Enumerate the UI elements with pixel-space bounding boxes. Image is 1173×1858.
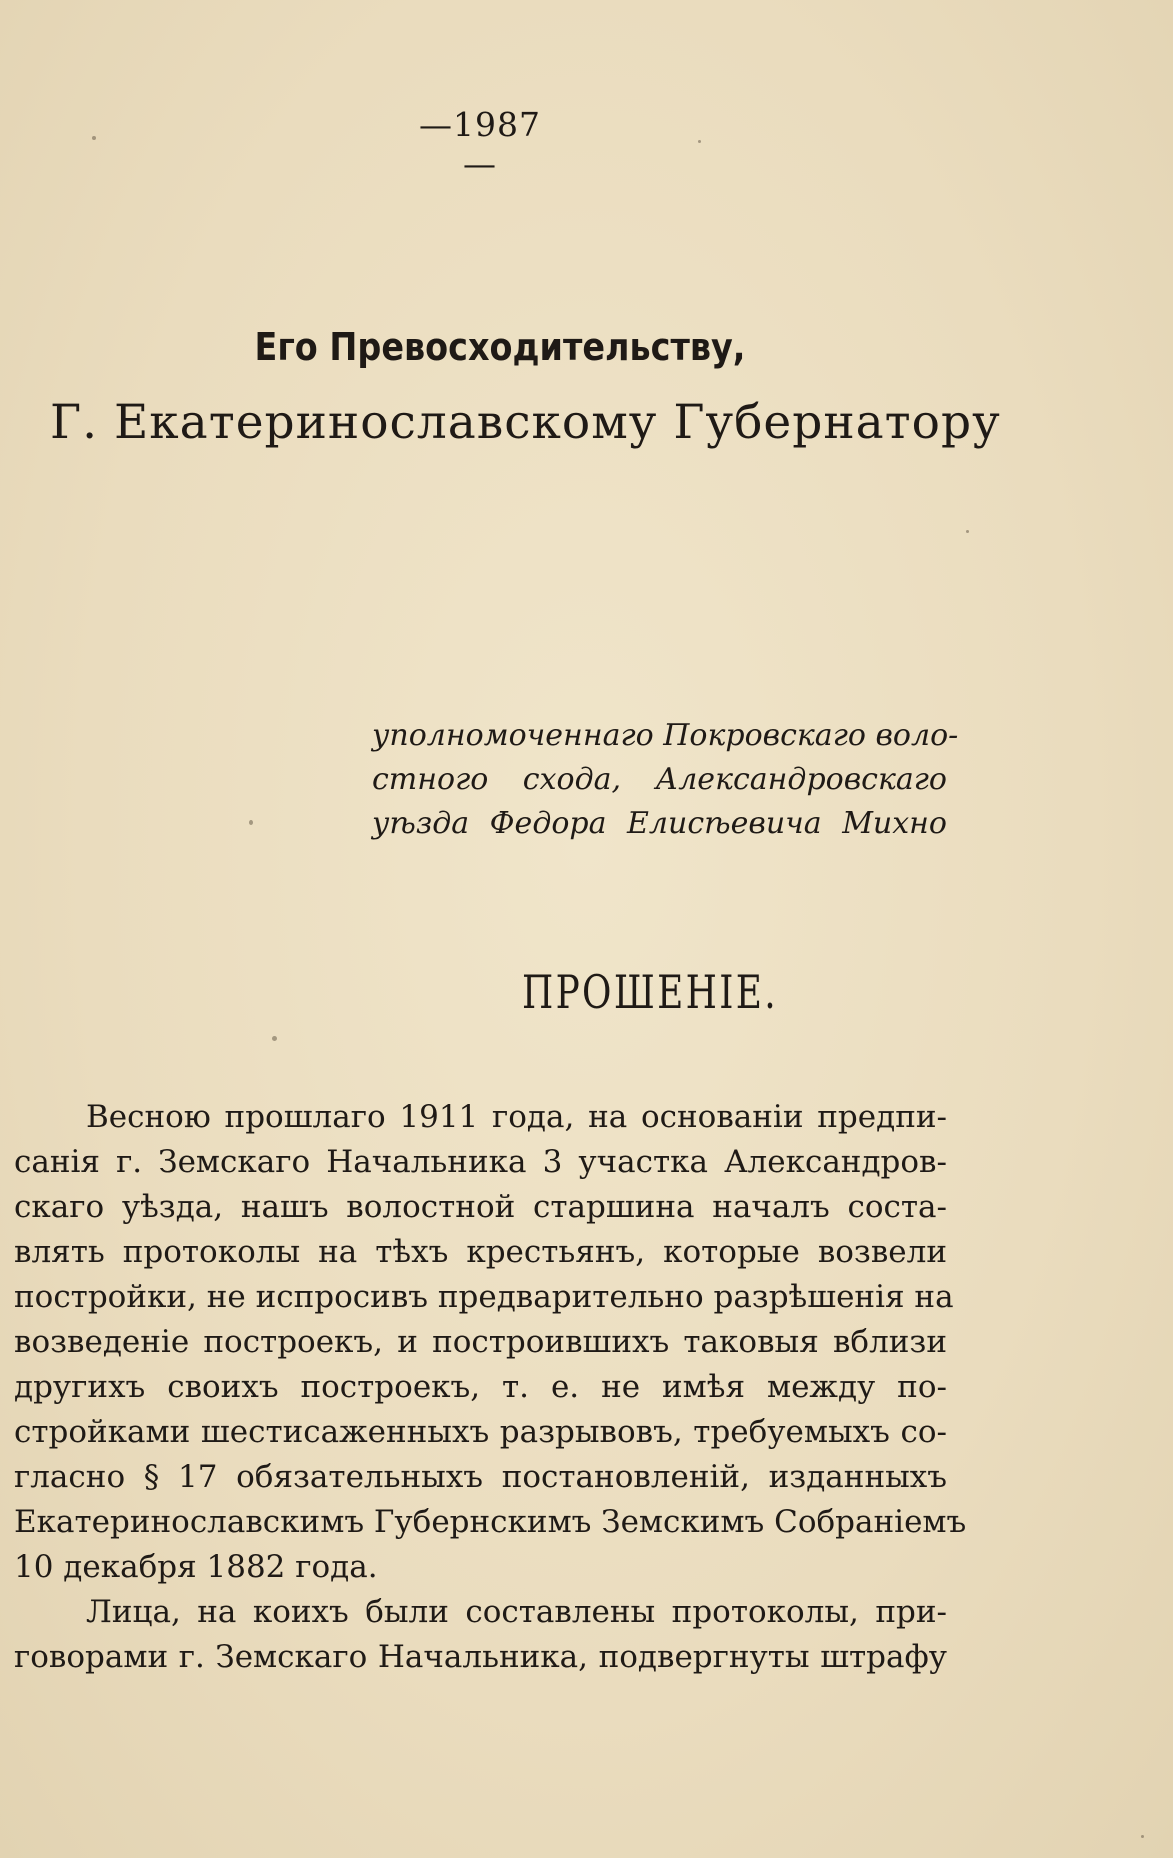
text-line: 10 декабря 1882 года. <box>14 1549 378 1585</box>
page-number: —1987— <box>419 105 541 183</box>
text-line: скаго уѣзда, нашъ волостной старшина началъ соста- <box>14 1189 947 1225</box>
paper-speck <box>92 136 96 140</box>
text-line: санія г. Земскаго Начальника 3 участка Александров- <box>14 1144 947 1180</box>
text-line: гласно § 17 обязательныхъ постановленій, изданныхъ <box>14 1459 947 1495</box>
paragraph-2 <box>14 1590 947 1680</box>
paragraph-1 <box>14 1095 967 1590</box>
body-text <box>14 1095 967 1680</box>
sender-line: уѣзда Федора Елисѣевича Михно <box>372 806 947 841</box>
paper-speck <box>272 1036 277 1041</box>
text-line: говорами г. Земскаго Начальника, подвергнуты штрафу <box>14 1639 947 1675</box>
text-line: Екатеринославскимъ Губернскимъ Земскимъ Собраніемъ <box>14 1504 967 1540</box>
paper-speck <box>698 140 701 143</box>
text-line: Лица, на коихъ были составлены протоколы, при- <box>86 1594 947 1630</box>
text-line: стройками шестисаженныхъ разрывовъ, требуемыхъ со- <box>14 1414 947 1450</box>
text-line: Весною прошлаго 1911 года, на основаніи предпи- <box>86 1099 947 1135</box>
addressee-title: Г. Екатеринославскому Губернатору <box>50 395 1001 450</box>
text-line: влять протоколы на тѣхъ крестьянъ, которые возвели <box>14 1234 947 1270</box>
paper-speck <box>966 530 969 533</box>
text-line: постройки, не испросивъ предварительно разрѣшенія на <box>14 1279 954 1315</box>
sender-line: стного схода, Александровскаго <box>372 762 947 797</box>
sender-line: уполномоченнаго Покровскаго воло- <box>372 718 959 753</box>
paper-speck <box>1141 1835 1144 1838</box>
sender-block <box>372 714 959 846</box>
paper-speck <box>249 820 253 825</box>
addressee-honorific: Его Превосходительству, <box>254 325 746 369</box>
document-title: ПРОШЕНІЕ. <box>521 965 779 1019</box>
text-line: другихъ своихъ построекъ, т. е. не имѣя между по- <box>14 1369 947 1405</box>
text-line: возведеніе построекъ, и построившихъ таковыя вблизи <box>14 1324 947 1360</box>
